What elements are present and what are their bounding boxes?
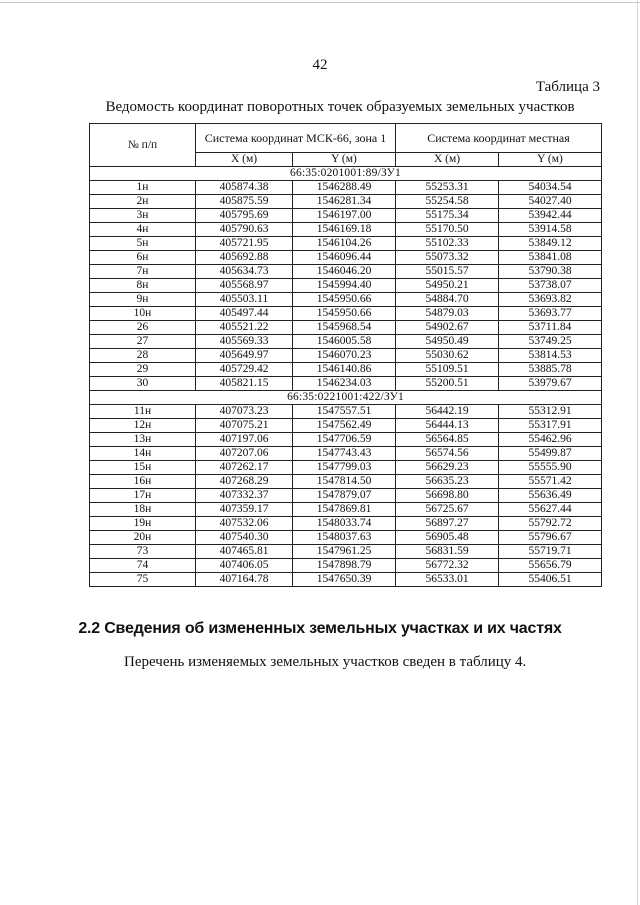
table-row	[90, 503, 602, 517]
table-row	[90, 573, 602, 587]
local-y-cell: 55796.67	[499, 531, 602, 545]
table-row	[90, 475, 602, 489]
msk-y-cell: 1548033.74	[293, 517, 396, 531]
local-x-cell: 54879.03	[396, 307, 499, 321]
point-number-cell: 16н	[90, 475, 196, 489]
msk-x-cell: 405874.38	[196, 181, 293, 195]
header-local-y: Y (м)	[499, 153, 602, 167]
table-row	[90, 181, 602, 195]
msk-x-cell: 405729.42	[196, 363, 293, 377]
local-x-cell: 55254.58	[396, 195, 499, 209]
table-row	[90, 279, 602, 293]
msk-y-cell: 1546140.86	[293, 363, 396, 377]
msk-x-cell: 407268.29	[196, 475, 293, 489]
local-x-cell: 56629.23	[396, 461, 499, 475]
page-top-edge	[0, 2, 640, 3]
msk-x-cell: 405521.22	[196, 321, 293, 335]
local-x-cell: 56442.19	[396, 405, 499, 419]
header-local-x: X (м)	[396, 153, 499, 167]
parcel-group-title: 66:35:0201001:89/ЗУ1	[90, 167, 602, 181]
msk-x-cell: 405497.44	[196, 307, 293, 321]
msk-x-cell: 405821.15	[196, 377, 293, 391]
msk-y-cell: 1547706.59	[293, 433, 396, 447]
local-y-cell: 55555.90	[499, 461, 602, 475]
table-row	[90, 335, 602, 349]
point-number-cell: 74	[90, 559, 196, 573]
local-x-cell: 56905.48	[396, 531, 499, 545]
local-y-cell: 55571.42	[499, 475, 602, 489]
local-y-cell: 53790.38	[499, 265, 602, 279]
local-y-cell: 53849.12	[499, 237, 602, 251]
local-y-cell: 53885.78	[499, 363, 602, 377]
msk-y-cell: 1546070.23	[293, 349, 396, 363]
point-number-cell: 7н	[90, 265, 196, 279]
header-msk-x: X (м)	[196, 153, 293, 167]
section-heading: 2.2 Сведения об измененных земельных участках и их частях	[78, 620, 562, 637]
msk-x-cell: 407207.06	[196, 447, 293, 461]
local-x-cell: 56635.23	[396, 475, 499, 489]
point-number-cell: 28	[90, 349, 196, 363]
msk-x-cell: 405503.11	[196, 293, 293, 307]
msk-x-cell: 407073.23	[196, 405, 293, 419]
point-number-cell: 1н	[90, 181, 196, 195]
local-x-cell: 56698.80	[396, 489, 499, 503]
local-y-cell: 54034.54	[499, 181, 602, 195]
table-row	[90, 349, 602, 363]
point-number-cell: 10н	[90, 307, 196, 321]
table-row	[90, 433, 602, 447]
point-number-cell: 3н	[90, 209, 196, 223]
table-group-row	[90, 167, 602, 181]
local-y-cell: 55636.49	[499, 489, 602, 503]
table-row	[90, 419, 602, 433]
point-number-cell: 29	[90, 363, 196, 377]
msk-x-cell: 407465.81	[196, 545, 293, 559]
point-number-cell: 19н	[90, 517, 196, 531]
point-number-cell: 8н	[90, 279, 196, 293]
point-number-cell: 9н	[90, 293, 196, 307]
point-number-cell: 14н	[90, 447, 196, 461]
local-y-cell: 55317.91	[499, 419, 602, 433]
local-y-cell: 53841.08	[499, 251, 602, 265]
msk-y-cell: 1547898.79	[293, 559, 396, 573]
table-row	[90, 223, 602, 237]
local-y-cell: 55627.44	[499, 503, 602, 517]
table-row	[90, 195, 602, 209]
point-number-cell: 11н	[90, 405, 196, 419]
msk-x-cell: 407262.17	[196, 461, 293, 475]
local-y-cell: 53693.77	[499, 307, 602, 321]
table-row	[90, 531, 602, 545]
table-row	[90, 237, 602, 251]
point-number-cell: 12н	[90, 419, 196, 433]
table-row	[90, 447, 602, 461]
local-y-cell: 55719.71	[499, 545, 602, 559]
local-y-cell: 55656.79	[499, 559, 602, 573]
msk-y-cell: 1547961.25	[293, 545, 396, 559]
table-row	[90, 265, 602, 279]
header-point-number: № п/п	[90, 124, 196, 167]
msk-y-cell: 1546096.44	[293, 251, 396, 265]
msk-x-cell: 405875.59	[196, 195, 293, 209]
point-number-cell: 27	[90, 335, 196, 349]
table-row	[90, 209, 602, 223]
msk-y-cell: 1546281.34	[293, 195, 396, 209]
msk-x-cell: 405568.97	[196, 279, 293, 293]
msk-x-cell: 407075.21	[196, 419, 293, 433]
point-number-cell: 4н	[90, 223, 196, 237]
page-right-edge	[637, 0, 638, 905]
local-x-cell: 56772.32	[396, 559, 499, 573]
msk-y-cell: 1547650.39	[293, 573, 396, 587]
table-row	[90, 517, 602, 531]
table-group-row	[90, 391, 602, 405]
msk-y-cell: 1546197.00	[293, 209, 396, 223]
local-x-cell: 55030.62	[396, 349, 499, 363]
point-number-cell: 5н	[90, 237, 196, 251]
point-number-cell: 30	[90, 377, 196, 391]
msk-y-cell: 1547557.51	[293, 405, 396, 419]
point-number-cell: 13н	[90, 433, 196, 447]
coordinates-table	[89, 123, 602, 587]
msk-x-cell: 405790.63	[196, 223, 293, 237]
table-label: Таблица 3	[535, 79, 600, 95]
local-x-cell: 55175.34	[396, 209, 499, 223]
header-msk-y: Y (м)	[293, 153, 396, 167]
local-x-cell: 54902.67	[396, 321, 499, 335]
header-system-msk: Система координат МСК-66, зона 1	[196, 124, 396, 153]
local-y-cell: 55406.51	[499, 573, 602, 587]
point-number-cell: 18н	[90, 503, 196, 517]
msk-y-cell: 1546005.58	[293, 335, 396, 349]
msk-y-cell: 1546104.26	[293, 237, 396, 251]
local-y-cell: 53693.82	[499, 293, 602, 307]
msk-x-cell: 407164.78	[196, 573, 293, 587]
msk-y-cell: 1547799.03	[293, 461, 396, 475]
local-x-cell: 56574.56	[396, 447, 499, 461]
local-x-cell: 55170.50	[396, 223, 499, 237]
local-y-cell: 55792.72	[499, 517, 602, 531]
table-row	[90, 461, 602, 475]
page-number: 42	[312, 57, 328, 73]
table-row	[90, 489, 602, 503]
parcel-group-title: 66:35:0221001:422/ЗУ1	[90, 391, 602, 405]
point-number-cell: 73	[90, 545, 196, 559]
point-number-cell: 6н	[90, 251, 196, 265]
msk-x-cell: 407406.05	[196, 559, 293, 573]
local-x-cell: 55015.57	[396, 265, 499, 279]
msk-x-cell: 405692.88	[196, 251, 293, 265]
point-number-cell: 15н	[90, 461, 196, 475]
local-x-cell: 56533.01	[396, 573, 499, 587]
local-x-cell: 56831.59	[396, 545, 499, 559]
msk-x-cell: 407540.30	[196, 531, 293, 545]
local-y-cell: 55312.91	[499, 405, 602, 419]
msk-y-cell: 1546169.18	[293, 223, 396, 237]
msk-x-cell: 405721.95	[196, 237, 293, 251]
local-x-cell: 54950.21	[396, 279, 499, 293]
local-x-cell: 55200.51	[396, 377, 499, 391]
msk-x-cell: 405569.33	[196, 335, 293, 349]
table-row	[90, 405, 602, 419]
local-y-cell: 53738.07	[499, 279, 602, 293]
local-x-cell: 55073.32	[396, 251, 499, 265]
table-row	[90, 307, 602, 321]
msk-y-cell: 1547869.81	[293, 503, 396, 517]
table-caption: Ведомость координат поворотных точек образуемых земельных участков	[105, 99, 575, 115]
local-y-cell: 53942.44	[499, 209, 602, 223]
msk-y-cell: 1548037.63	[293, 531, 396, 545]
local-x-cell: 54950.49	[396, 335, 499, 349]
msk-y-cell: 1547562.49	[293, 419, 396, 433]
local-x-cell: 55253.31	[396, 181, 499, 195]
msk-y-cell: 1547814.50	[293, 475, 396, 489]
local-x-cell: 56897.27	[396, 517, 499, 531]
local-x-cell: 55102.33	[396, 237, 499, 251]
msk-y-cell: 1547743.43	[293, 447, 396, 461]
local-x-cell: 56564.85	[396, 433, 499, 447]
table-row	[90, 293, 602, 307]
point-number-cell: 75	[90, 573, 196, 587]
table-row	[90, 363, 602, 377]
msk-x-cell: 407197.06	[196, 433, 293, 447]
local-y-cell: 55462.96	[499, 433, 602, 447]
local-y-cell: 53914.58	[499, 223, 602, 237]
msk-y-cell: 1545950.66	[293, 307, 396, 321]
local-y-cell: 53979.67	[499, 377, 602, 391]
local-y-cell: 53749.25	[499, 335, 602, 349]
point-number-cell: 20н	[90, 531, 196, 545]
msk-x-cell: 407332.37	[196, 489, 293, 503]
table-row	[90, 251, 602, 265]
point-number-cell: 17н	[90, 489, 196, 503]
table-row	[90, 377, 602, 391]
header-system-local: Система координат местная	[396, 124, 602, 153]
local-x-cell: 55109.51	[396, 363, 499, 377]
msk-x-cell: 405649.97	[196, 349, 293, 363]
table-row	[90, 545, 602, 559]
table-row	[90, 559, 602, 573]
section-paragraph: Перечень изменяемых земельных участков сведен в таблицу 4.	[124, 654, 527, 670]
msk-y-cell: 1546046.20	[293, 265, 396, 279]
msk-y-cell: 1545950.66	[293, 293, 396, 307]
msk-y-cell: 1545994.40	[293, 279, 396, 293]
msk-x-cell: 405634.73	[196, 265, 293, 279]
msk-x-cell: 407359.17	[196, 503, 293, 517]
local-x-cell: 56725.67	[396, 503, 499, 517]
msk-y-cell: 1545968.54	[293, 321, 396, 335]
msk-y-cell: 1547879.07	[293, 489, 396, 503]
local-y-cell: 53814.53	[499, 349, 602, 363]
msk-x-cell: 407532.06	[196, 517, 293, 531]
point-number-cell: 2н	[90, 195, 196, 209]
local-y-cell: 53711.84	[499, 321, 602, 335]
table-row	[90, 321, 602, 335]
local-x-cell: 56444.13	[396, 419, 499, 433]
local-y-cell: 55499.87	[499, 447, 602, 461]
msk-y-cell: 1546288.49	[293, 181, 396, 195]
msk-x-cell: 405795.69	[196, 209, 293, 223]
local-x-cell: 54884.70	[396, 293, 499, 307]
local-y-cell: 54027.40	[499, 195, 602, 209]
msk-y-cell: 1546234.03	[293, 377, 396, 391]
point-number-cell: 26	[90, 321, 196, 335]
coordinates-table-body	[90, 167, 602, 587]
